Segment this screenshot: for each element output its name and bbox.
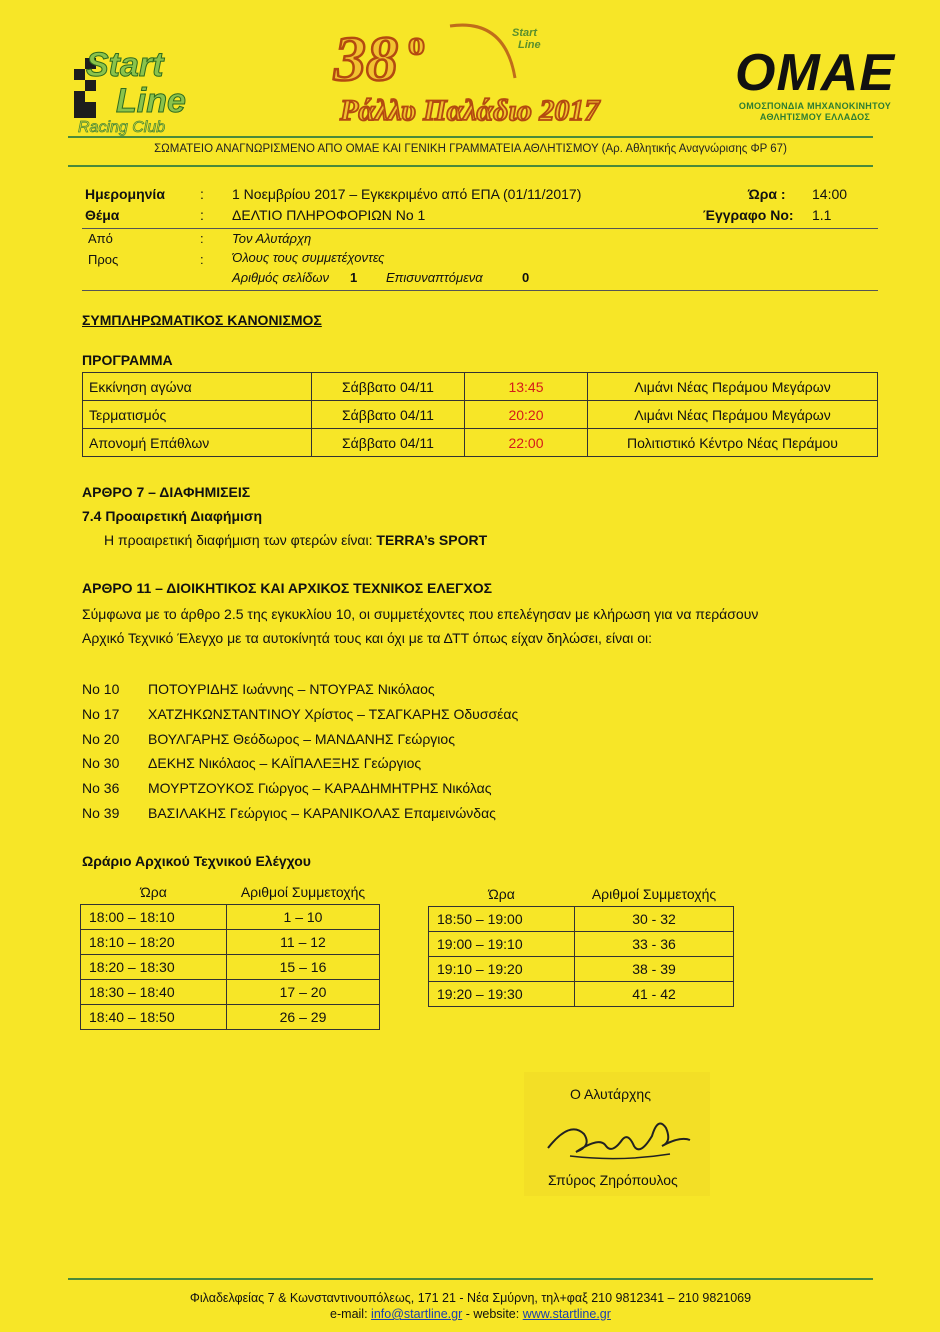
program-place: Λιμάνι Νέας Περάμου Μεγάρων [588, 373, 878, 401]
schedule-time: 18:10 – 18:20 [81, 930, 227, 955]
schedule-header-time: Ώρα [140, 884, 167, 900]
program-day: Σάββατο 04/11 [312, 373, 465, 401]
club-recognition-line: ΣΩΜΑΤΕΙΟ ΑΝΑΓΝΩΡΙΣΜΕΝΟ ΑΠΟ ΟΜΑΕ ΚΑΙ ΓΕΝΙΚΗ ΓΡΑΜΜΑΤΕΙΑ ΑΘΛΗΤΙΣΜΟΥ (Αρ. Αθλητικής Αναγνώρισης ΦΡ 67) [154, 143, 787, 155]
svg-text:38: 38 [334, 23, 398, 94]
startline-logo [66, 28, 266, 138]
signature-block [524, 1072, 710, 1196]
schedule-time: 18:40 – 18:50 [81, 1005, 227, 1030]
signature-role: Ο Αλυτάρχης [570, 1086, 651, 1102]
program-row [83, 373, 878, 401]
article7-text [104, 532, 487, 548]
svg-text:Ράλλυ Παλάδιο 2017: Ράλλυ Παλάδιο 2017 [340, 94, 600, 127]
schedule-numbers: 17 – 20 [227, 980, 380, 1005]
schedule-numbers: 15 – 16 [227, 955, 380, 980]
article11-line-2: Αρχικό Τεχνικό Έλεγχο με τα αυτοκίνητά τους και όχι με τα ΔΤΤ όπως είχαν δηλώσει, είναι οι: [82, 630, 653, 646]
program-event: Εκκίνηση αγώνα [83, 373, 312, 401]
article7-title: ΑΡΘΡΟ 7 – ΔΙΑΦΗΜΙΣΕΙΣ [82, 484, 251, 500]
crew-number: Νο 36 [82, 780, 120, 796]
program-event: Τερματισμός [83, 401, 312, 429]
program-place: Λιμάνι Νέας Περάμου Μεγάρων [588, 401, 878, 429]
header-rule [82, 228, 878, 229]
crew-names: ΧΑΤΖΗΚΩΝΣΤΑΝΤΙΝΟΥ Χρίστος – ΤΣΑΓΚΑΡΗΣ Οδυσσέας [148, 706, 519, 722]
footer-divider [68, 1278, 873, 1280]
program-row [83, 401, 878, 429]
crew-list-item [82, 780, 492, 796]
crew-number: Νο 39 [82, 805, 120, 821]
crew-list-item [82, 731, 455, 747]
rally-logo [330, 18, 630, 130]
footer-website-label: - website: [462, 1307, 520, 1321]
from-colon: : [200, 231, 204, 246]
schedule-header-numbers: Αριθμοί Συμμετοχής [591, 886, 717, 902]
schedule-numbers: 38 - 39 [575, 957, 734, 982]
schedule-row [429, 907, 734, 932]
handwritten-signature [540, 1106, 700, 1166]
schedule-numbers: 26 – 29 [227, 1005, 380, 1030]
crew-number: Νο 17 [82, 706, 120, 722]
schedule-row [81, 930, 380, 955]
from-value: Τον Αλυτάρχη [232, 231, 312, 246]
program-table [82, 372, 878, 457]
time-label: Ώρα : [748, 186, 786, 202]
crew-list-item [82, 706, 518, 722]
schedule-time: 19:00 – 19:10 [429, 932, 575, 957]
schedule-row [81, 955, 380, 980]
header-divider [68, 136, 873, 138]
crew-number: Νο 30 [82, 755, 120, 771]
program-day: Σάββατο 04/11 [312, 429, 465, 457]
header-rule-bottom [82, 290, 878, 291]
schedule-time: 18:50 – 19:00 [429, 907, 575, 932]
svg-text:Line: Line [116, 82, 186, 120]
date-colon: : [200, 186, 204, 202]
schedule-row [429, 957, 734, 982]
program-event: Απονομή Επάθλων [83, 429, 312, 457]
omae-subtitle-1: ΟΜΟΣΠΟΝΔΙΑ ΜΗΧΑΝΟΚΙΝΗΤΟΥ [738, 101, 892, 111]
schedule-header-numbers: Αριθμοί Συμμετοχής [240, 884, 366, 900]
crew-number: Νο 10 [82, 681, 120, 697]
schedule-row [81, 905, 380, 930]
schedule-time: 18:20 – 18:30 [81, 955, 227, 980]
schedule-row [81, 980, 380, 1005]
schedule-time: 19:20 – 19:30 [429, 982, 575, 1007]
program-place: Πολιτιστικό Κέντρο Νέας Περάμου [588, 429, 878, 457]
footer-contact [68, 1306, 873, 1323]
schedule-time: 18:00 – 18:10 [81, 905, 227, 930]
omae-subtitle-2: ΑΘΛΗΤΙΣΜΟΥ ΕΛΛΑΔΟΣ [759, 112, 871, 122]
article7-text-body: Η προαιρετική διαφήμιση των φτερών είναι: [104, 532, 373, 548]
article7-brand: TERRA’s SPORT [376, 532, 488, 548]
svg-text:Racing Club: Racing Club [78, 119, 166, 136]
date-label: Ημερομηνία [85, 186, 165, 202]
schedule-numbers: 1 – 10 [227, 905, 380, 930]
subject-value: ΔΕΛΤΙΟ ΠΛΗΡΟΦΟΡΙΩΝ Νο 1 [232, 207, 426, 223]
svg-text:ο: ο [408, 25, 425, 62]
program-time: 22:00 [465, 429, 588, 457]
program-time: 13:45 [465, 373, 588, 401]
omae-title: ΟΜΑΕ [735, 44, 895, 102]
svg-text:Start: Start [512, 27, 538, 39]
schedule-table-right [428, 882, 734, 1007]
program-time: 20:20 [465, 401, 588, 429]
article7-subtitle: 7.4 Προαιρετική Διαφήμιση [82, 508, 263, 524]
schedule-time: 19:10 – 19:20 [429, 957, 575, 982]
to-colon: : [200, 252, 204, 267]
to-label: Προς [88, 252, 119, 267]
attachments-value: 0 [522, 270, 530, 285]
subtitle-divider [68, 165, 873, 167]
schedule-numbers: 41 - 42 [575, 982, 734, 1007]
schedule-table-left [80, 880, 380, 1030]
svg-text:Start: Start [86, 46, 164, 84]
crew-list-item [82, 681, 435, 697]
doc-label: Έγγραφο Νο: [703, 207, 794, 223]
schedule-title: Ωράριο Αρχικού Τεχνικού Ελέγχου [82, 853, 311, 869]
supplementary-title: ΣΥΜΠΛΗΡΩΜΑΤΙΚΟΣ ΚΑΝΟΝΙΣΜΟΣ [82, 312, 322, 328]
schedule-numbers: 11 – 12 [227, 930, 380, 955]
program-day: Σάββατο 04/11 [312, 401, 465, 429]
footer-website-link[interactable]: www.startline.gr [522, 1307, 611, 1321]
subject-label: Θέμα [85, 207, 120, 223]
schedule-header-time: Ώρα [488, 886, 515, 902]
subject-colon: : [200, 207, 204, 223]
crew-names: ΒΟΥΛΓΑΡΗΣ Θεόδωρος – ΜΑΝΔΑΝΗΣ Γεώργιος [148, 731, 455, 747]
crew-names: ΔΕΚΗΣ Νικόλαος – ΚΑΪΠΑΛΕΞΗΣ Γεώργιος [148, 755, 422, 771]
schedule-row [81, 1005, 380, 1030]
footer-email-label: e-mail: [330, 1307, 368, 1321]
schedule-row [429, 932, 734, 957]
crew-names: ΠΟΤΟΥΡΙΔΗΣ Ιωάννης – ΝΤΟΥΡΑΣ Νικόλαος [148, 681, 435, 697]
signature-name: Σπύρος Ζηρόπουλος [548, 1172, 678, 1188]
attachments-label: Επισυναπτόμενα [386, 270, 483, 285]
footer-address: Φιλαδελφείας 7 & Κωνσταντινουπόλεως, 171 21 - Νέα Σμύρνη, τηλ+φαξ 210 9812341 – 210 9821069 [189, 1291, 752, 1305]
from-label: Από [88, 231, 113, 246]
program-row [83, 429, 878, 457]
pages-value: 1 [350, 270, 358, 285]
article11-title: ΑΡΘΡΟ 11 – ΔΙΟΙΚΗΤΙΚΟΣ ΚΑΙ ΑΡΧΙΚΟΣ ΤΕΧΝΙΚΟΣ ΕΛΕΓΧΟΣ [82, 580, 493, 596]
crew-list-item [82, 755, 421, 771]
time-value: 14:00 [812, 186, 848, 202]
date-value: 1 Νοεμβρίου 2017 – Εγκεκριμένο από ΕΠΑ (01/11/2017) [232, 186, 582, 202]
crew-names: ΒΑΣΙΛΑΚΗΣ Γεώργιος – ΚΑΡΑΝΙΚΟΛΑΣ Επαμεινώνδας [148, 805, 496, 821]
omae-logo [730, 45, 900, 130]
crew-names: ΜΟΥΡΤΖΟΥΚΟΣ Γιώργος – ΚΑΡΑΔΗΜΗΤΡΗΣ Νικόλας [148, 780, 492, 796]
schedule-numbers: 33 - 36 [575, 932, 734, 957]
to-value: Όλους τους συμμετέχοντες [232, 250, 385, 265]
schedule-time: 18:30 – 18:40 [81, 980, 227, 1005]
pages-label: Αριθμός σελίδων [232, 270, 330, 285]
doc-value: 1.1 [812, 207, 832, 223]
crew-number: Νο 20 [82, 731, 120, 747]
program-title: ΠΡΟΓΡΑΜΜΑ [82, 352, 173, 368]
footer-email-link[interactable]: info@startline.gr [371, 1307, 463, 1321]
crew-list-item [82, 805, 496, 821]
schedule-numbers: 30 - 32 [575, 907, 734, 932]
schedule-row [429, 982, 734, 1007]
svg-text:Line: Line [518, 39, 541, 51]
article11-line-1: Σύμφωνα με το άρθρο 2.5 της εγκυκλίου 10, οι συμμετέχοντες που επελέγησαν με κλήρωση για να περάσουν [82, 606, 759, 622]
